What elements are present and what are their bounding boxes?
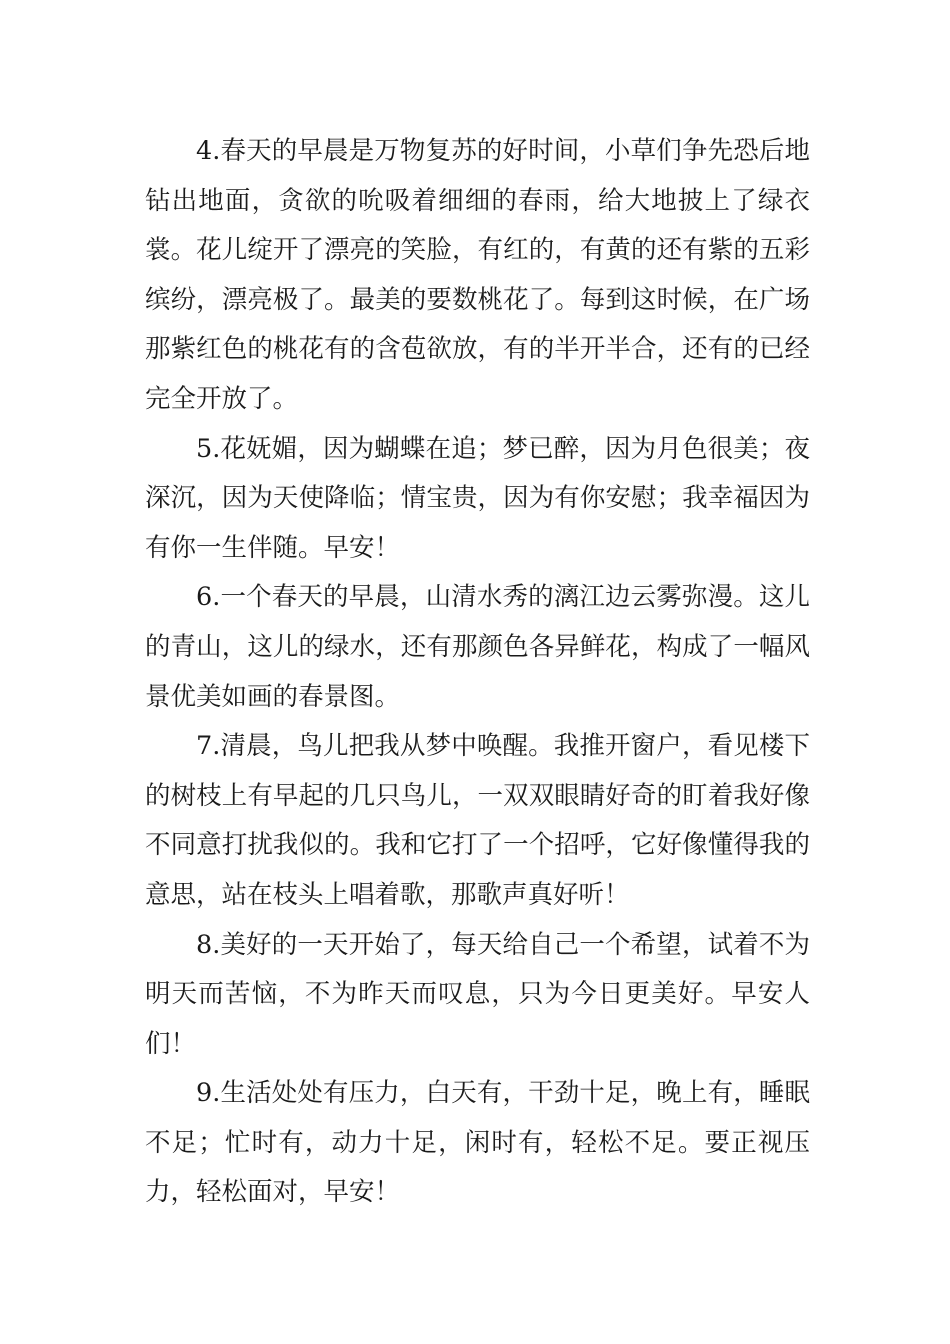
paragraph-5: 5.花妩媚，因为蝴蝶在追；梦已醉，因为月色很美；夜深沉，因为天使降临；情宝贵，因为有你安慰；我幸福因为有你一生伴随。早安！ — [145, 433, 810, 563]
paragraph-8: 8.美好的一天开始了，每天给自己一个希望，试着不为明天而苦恼，不为昨天而叹息，只为今日更美好。早安人们！ — [145, 929, 810, 1059]
document-body — [145, 127, 810, 1218]
paragraph-7: 7.清晨，鸟儿把我从梦中唤醒。我推开窗户，看见楼下的树枝上有早起的几只鸟儿，一双双眼睛好奇的盯着我好像不同意打扰我似的。我和它打了一个招呼，它好像懂得我的意思，站在枝头上唱着歌，那歌声真好听！ — [145, 731, 810, 910]
paragraph-6: 6.一个春天的早晨，山清水秀的漓江边云雾弥漫。这儿的青山，这儿的绿水，还有那颜色各异鲜花，构成了一幅风景优美如画的春景图。 — [145, 582, 810, 712]
paragraph-9: 9.生活处处有压力，白天有，干劲十足，晚上有，睡眠不足；忙时有，动力十足，闲时有，轻松不足。要正视压力，轻松面对，早安！ — [145, 1078, 810, 1208]
paragraph-4: 4.春天的早晨是万物复苏的好时间，小草们争先恐后地钻出地面，贪欲的吮吸着细细的春雨，给大地披上了绿衣裳。花儿绽开了漂亮的笑脸，有红的，有黄的还有紫的五彩缤纷，漂亮极了。最美的要数桃花了。每到这时候，在广场那紫红色的桃花有的含苞欲放，有的半开半合，还有的已经完全开放了。 — [145, 136, 810, 414]
